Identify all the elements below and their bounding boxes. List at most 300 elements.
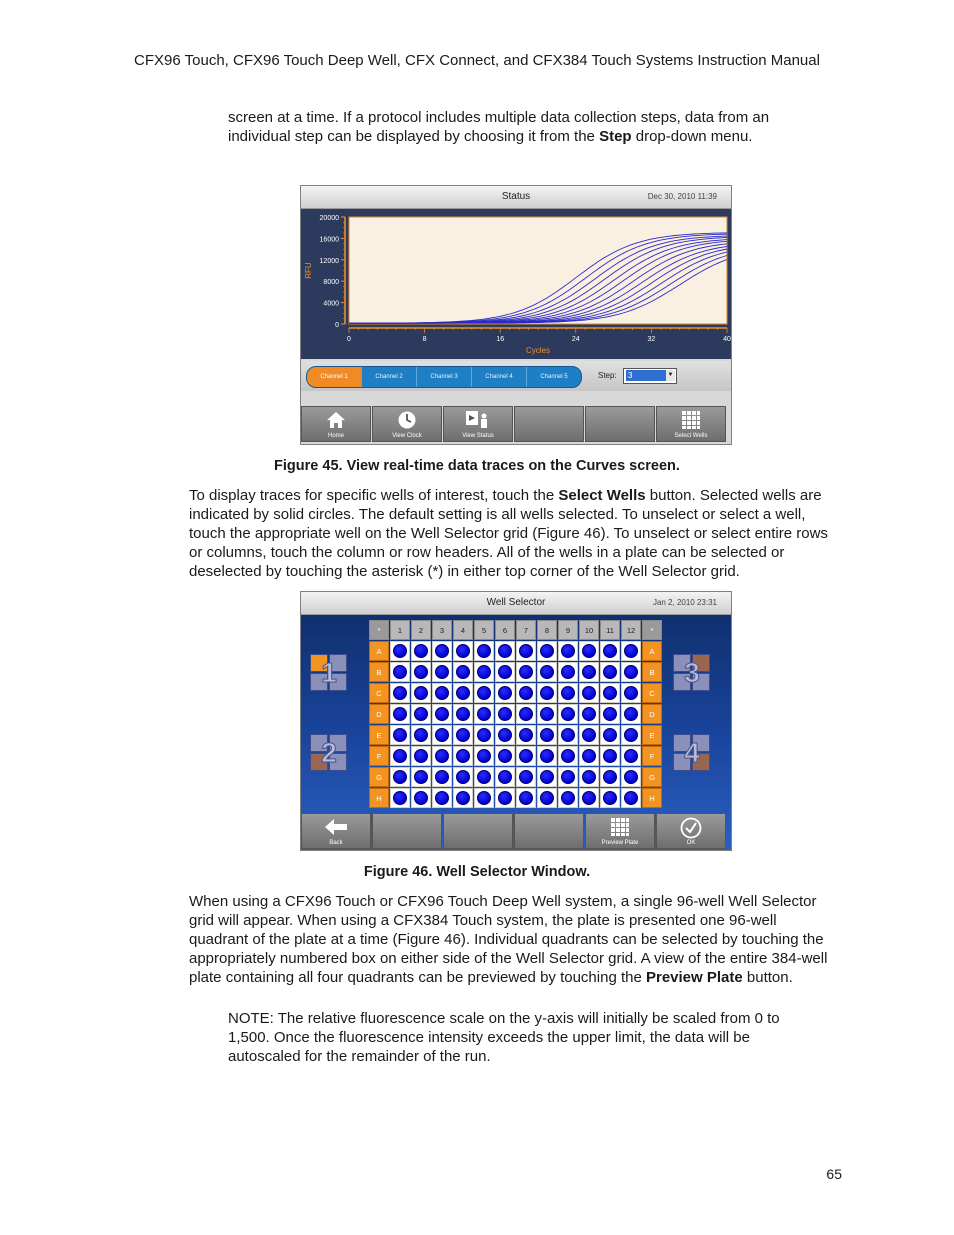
quadrant-paragraph: When using a CFX96 Touch or CFX96 Touch Deep Well system, a single 96-well Well Selector grid will appear. When using a CFX384 Touch system, the plate is presented one 96-well quadrant of the plate at a time (Figure 46). Individual quadrants can be selected by touching the appropriately numbered box on either side of the Well Selector grid. A view of the entire 384-well plate containing all four quadrants can be previewed by touching the Preview Plate button. [189, 893, 828, 986]
ok-button[interactable]: OK [656, 813, 726, 849]
selected-well-marker [519, 686, 533, 700]
view-status-button[interactable]: View Status [443, 406, 513, 442]
selected-well-marker [456, 791, 470, 805]
selected-well-marker [603, 644, 617, 658]
selected-well-marker [561, 686, 575, 700]
note-paragraph: NOTE: The relative fluorescence scale on the y-axis will initially be scaled from 0 to 1,500. Once the fluorescence intensity exceeds the upper limit, the data will be autoscaled for the remainder of the run. [228, 1010, 780, 1065]
selected-well-marker [603, 665, 617, 679]
row-header-H-right[interactable]: H [642, 788, 662, 808]
selected-well-marker [519, 791, 533, 805]
selected-well-marker [582, 749, 596, 763]
selected-well-marker [561, 707, 575, 721]
row-header-A-left[interactable]: A [369, 641, 389, 661]
quadrant-4-button[interactable] [673, 734, 711, 772]
selected-well-marker [582, 644, 596, 658]
well-B7[interactable] [516, 662, 536, 682]
selected-well-marker [414, 644, 428, 658]
tab-channel-3[interactable]: Channel 3 [417, 367, 472, 387]
well-B6[interactable] [495, 662, 515, 682]
selected-well-marker [498, 791, 512, 805]
well-selector-title-bar [301, 592, 731, 615]
selected-well-marker [477, 749, 491, 763]
y-tick-label: 0 [335, 322, 339, 329]
selected-well-marker [414, 770, 428, 784]
selected-well-marker [624, 644, 638, 658]
quadrant-1-button[interactable] [310, 654, 348, 692]
selected-well-marker [603, 770, 617, 784]
status-datetime: Dec 30, 2010 11:39 [647, 192, 717, 201]
well-B4[interactable] [453, 662, 473, 682]
tab-channel-2[interactable]: Channel 2 [362, 367, 417, 387]
well-D12[interactable] [621, 704, 641, 724]
figure-46-caption: Figure 46. Well Selector Window. [363, 864, 591, 880]
selected-well-marker [393, 644, 407, 658]
page-number: 65 [826, 1166, 842, 1182]
row-header-C-left[interactable]: C [369, 683, 389, 703]
selected-well-marker [435, 665, 449, 679]
column-header-12[interactable]: 12 [621, 620, 641, 640]
channel-tabs [306, 366, 582, 388]
well-row-B [369, 662, 665, 682]
selected-well-marker [498, 686, 512, 700]
well-A12[interactable] [621, 641, 641, 661]
quadrant-4-label: 4 [684, 737, 700, 768]
channel-bar [301, 361, 731, 391]
selected-well-marker [519, 707, 533, 721]
selected-well-marker [519, 728, 533, 742]
well-D11[interactable] [600, 704, 620, 724]
well-F1[interactable] [390, 746, 410, 766]
well-G5[interactable] [474, 767, 494, 787]
y-tick-label: 8000 [323, 279, 339, 287]
selected-well-marker [624, 728, 638, 742]
column-header-6[interactable]: 6 [495, 620, 515, 640]
well-A11[interactable] [600, 641, 620, 661]
selected-well-marker [603, 749, 617, 763]
well-F12[interactable] [621, 746, 641, 766]
y-tick-label: 12000 [319, 257, 339, 265]
selected-well-marker [477, 644, 491, 658]
selected-well-marker [393, 707, 407, 721]
well-D3[interactable] [432, 704, 452, 724]
selected-well-marker [624, 686, 638, 700]
selected-well-marker [456, 644, 470, 658]
well-B3[interactable] [432, 662, 452, 682]
row-header-D-left[interactable]: D [369, 704, 389, 724]
well-C1[interactable] [390, 683, 410, 703]
well-D4[interactable] [453, 704, 473, 724]
selected-well-marker [561, 728, 575, 742]
selected-well-marker [498, 728, 512, 742]
well-H9[interactable] [558, 788, 578, 808]
selected-well-marker [624, 665, 638, 679]
quadrant-1-label: 1 [321, 657, 337, 688]
well-A3[interactable] [432, 641, 452, 661]
well-B9[interactable] [558, 662, 578, 682]
well-C4[interactable] [453, 683, 473, 703]
row-header-E-right[interactable]: E [642, 725, 662, 745]
chevron-down-icon: ▼ [666, 370, 675, 381]
tab-channel-1[interactable]: Channel 1 [307, 367, 362, 387]
selected-well-marker [435, 707, 449, 721]
preview-plate-button[interactable]: Preview Plate [585, 813, 655, 849]
selected-well-marker [477, 707, 491, 721]
well-F3[interactable] [432, 746, 452, 766]
well-grid-icon [681, 410, 701, 430]
tab-channel-5[interactable]: Channel 5 [540, 374, 568, 380]
well-B12[interactable] [621, 662, 641, 682]
well-selector-grid [369, 620, 665, 809]
selected-well-marker [540, 686, 554, 700]
selected-well-marker [456, 707, 470, 721]
well-D1[interactable] [390, 704, 410, 724]
selected-well-marker [624, 707, 638, 721]
status-title-bar [301, 186, 731, 209]
selected-well-marker [456, 749, 470, 763]
well-G2[interactable] [411, 767, 431, 787]
home-button[interactable]: Home [301, 406, 371, 442]
well-B10[interactable] [579, 662, 599, 682]
well-C11[interactable] [600, 683, 620, 703]
well-D6[interactable] [495, 704, 515, 724]
selected-well-marker [624, 770, 638, 784]
selected-well-marker [540, 728, 554, 742]
selected-well-marker [435, 686, 449, 700]
well-F6[interactable] [495, 746, 515, 766]
column-header-4[interactable]: 4 [453, 620, 473, 640]
selected-well-marker [435, 791, 449, 805]
column-header-3[interactable]: 3 [432, 620, 452, 640]
well-G10[interactable] [579, 767, 599, 787]
column-header-5[interactable]: 5 [474, 620, 494, 640]
well-H8[interactable] [537, 788, 557, 808]
empty-button-5[interactable] [514, 813, 584, 849]
y-tick-label: 20000 [319, 215, 339, 222]
well-H3[interactable] [432, 788, 452, 808]
selected-well-marker [582, 707, 596, 721]
well-B8[interactable] [537, 662, 557, 682]
selected-well-marker [414, 686, 428, 700]
well-G9[interactable] [558, 767, 578, 787]
well-E1[interactable] [390, 725, 410, 745]
selected-well-marker [540, 749, 554, 763]
row-header-F-right[interactable]: F [642, 746, 662, 766]
empty-button-2[interactable] [585, 406, 655, 442]
selected-well-marker [582, 728, 596, 742]
x-tick-label: 8 [422, 336, 427, 343]
column-header-11[interactable]: 11 [600, 620, 620, 640]
status-icon [465, 410, 491, 430]
well-selector-toolbar [301, 813, 727, 849]
well-D8[interactable] [537, 704, 557, 724]
row-header-G-right[interactable]: G [642, 767, 662, 787]
well-E8[interactable] [537, 725, 557, 745]
well-G11[interactable] [600, 767, 620, 787]
selected-well-marker [582, 665, 596, 679]
well-F4[interactable] [453, 746, 473, 766]
well-C3[interactable] [432, 683, 452, 703]
selected-well-marker [582, 791, 596, 805]
row-header-A-right[interactable]: A [642, 641, 662, 661]
selected-well-marker [456, 770, 470, 784]
well-G1[interactable] [390, 767, 410, 787]
selected-well-marker [519, 749, 533, 763]
well-F9[interactable] [558, 746, 578, 766]
well-C8[interactable] [537, 683, 557, 703]
well-C9[interactable] [558, 683, 578, 703]
row-header-G-left[interactable]: G [369, 767, 389, 787]
selected-well-marker [540, 791, 554, 805]
selected-well-marker [498, 644, 512, 658]
selected-well-marker [414, 707, 428, 721]
well-E9[interactable] [558, 725, 578, 745]
row-header-B-left[interactable]: B [369, 662, 389, 682]
selected-well-marker [540, 707, 554, 721]
quadrant-2-button[interactable] [310, 734, 348, 772]
empty-button-3[interactable] [372, 813, 442, 849]
select-wells-paragraph: To display traces for specific wells of interest, touch the Select Wells button. Selected wells are indicated by solid circles. The default setting is all wells selected. To unselect or select a well, touch the appropriate well on the Well Selector grid (Figure 46). To unselect or select entire rows or columns, touch the column or row headers. All of the wells in a plate can be selected or deselected by touching the asterisk (*) in either top corner of the Well Selector grid. [189, 487, 828, 580]
column-header-10[interactable]: 10 [579, 620, 599, 640]
selected-well-marker [393, 791, 407, 805]
selected-well-marker [477, 770, 491, 784]
selected-well-marker [456, 728, 470, 742]
column-header-8[interactable]: 8 [537, 620, 557, 640]
home-icon [326, 410, 346, 430]
well-B5[interactable] [474, 662, 494, 682]
well-C10[interactable] [579, 683, 599, 703]
x-axis-title: Cycles [525, 346, 551, 355]
status-title: Status [501, 191, 531, 202]
bottom-toolbar [301, 406, 727, 442]
selected-well-marker [393, 665, 407, 679]
well-D9[interactable] [558, 704, 578, 724]
selected-well-marker [498, 707, 512, 721]
empty-button-4[interactable] [443, 813, 513, 849]
selected-well-marker [540, 644, 554, 658]
well-E7[interactable] [516, 725, 536, 745]
selected-well-marker [624, 791, 638, 805]
well-B1[interactable] [390, 662, 410, 682]
well-H7[interactable] [516, 788, 536, 808]
well-row-C [369, 683, 665, 703]
well-G7[interactable] [516, 767, 536, 787]
step-label: Step: [598, 371, 617, 380]
selected-well-marker [561, 770, 575, 784]
select-all-corner-left[interactable]: * [369, 620, 389, 640]
selected-well-marker [414, 728, 428, 742]
selected-well-marker [393, 770, 407, 784]
well-H12[interactable] [621, 788, 641, 808]
step-dropdown[interactable] [623, 368, 677, 384]
column-header-1[interactable]: 1 [390, 620, 410, 640]
selected-well-marker [435, 770, 449, 784]
well-E6[interactable] [495, 725, 515, 745]
well-row-D [369, 704, 665, 724]
well-H5[interactable] [474, 788, 494, 808]
selected-well-marker [477, 686, 491, 700]
select-all-corner-right[interactable]: * [642, 620, 662, 640]
view-clock-button[interactable]: View Clock [372, 406, 442, 442]
well-E4[interactable] [453, 725, 473, 745]
selected-well-marker [477, 791, 491, 805]
selected-well-marker [519, 665, 533, 679]
well-G4[interactable] [453, 767, 473, 787]
well-A1[interactable] [390, 641, 410, 661]
well-G8[interactable] [537, 767, 557, 787]
selected-well-marker [477, 728, 491, 742]
well-E5[interactable] [474, 725, 494, 745]
well-G6[interactable] [495, 767, 515, 787]
selected-well-marker [393, 686, 407, 700]
selected-well-marker [603, 707, 617, 721]
selected-well-marker [477, 665, 491, 679]
selected-well-marker [456, 686, 470, 700]
back-button[interactable]: Back [301, 813, 371, 849]
well-A2[interactable] [411, 641, 431, 661]
curves-screen-screenshot [300, 185, 732, 445]
amplification-chart [301, 209, 731, 359]
row-header-B-right[interactable]: B [642, 662, 662, 682]
well-A9[interactable] [558, 641, 578, 661]
well-A4[interactable] [453, 641, 473, 661]
y-axis-title: RFU [304, 262, 313, 279]
row-header-D-right[interactable]: D [642, 704, 662, 724]
selected-well-marker [540, 770, 554, 784]
well-F7[interactable] [516, 746, 536, 766]
y-tick-label: 4000 [323, 300, 339, 308]
selected-well-marker [435, 728, 449, 742]
well-C2[interactable] [411, 683, 431, 703]
x-tick-label: 40 [723, 336, 731, 343]
selected-well-marker [540, 665, 554, 679]
selected-well-marker [603, 791, 617, 805]
well-D2[interactable] [411, 704, 431, 724]
back-arrow-icon [324, 817, 348, 837]
selected-well-marker [498, 770, 512, 784]
well-F10[interactable] [579, 746, 599, 766]
well-D10[interactable] [579, 704, 599, 724]
column-header-2[interactable]: 2 [411, 620, 431, 640]
checkmark-icon [680, 817, 702, 839]
selected-well-marker [582, 686, 596, 700]
column-header-7[interactable]: 7 [516, 620, 536, 640]
well-C6[interactable] [495, 683, 515, 703]
selected-well-marker [414, 665, 428, 679]
well-C5[interactable] [474, 683, 494, 703]
x-tick-label: 0 [347, 336, 351, 343]
selected-well-marker [519, 770, 533, 784]
plate-grid-icon [610, 817, 630, 837]
clock-icon [397, 410, 417, 430]
well-A5[interactable] [474, 641, 494, 661]
well-E12[interactable] [621, 725, 641, 745]
well-C12[interactable] [621, 683, 641, 703]
selected-well-marker [519, 644, 533, 658]
x-tick-label: 24 [571, 336, 580, 343]
row-header-C-right[interactable]: C [642, 683, 662, 703]
well-E11[interactable] [600, 725, 620, 745]
row-header-E-left[interactable]: E [369, 725, 389, 745]
well-F11[interactable] [600, 746, 620, 766]
select-wells-button[interactable]: Select Wells [656, 406, 726, 442]
well-row-H [369, 788, 665, 808]
well-selector-screenshot [300, 591, 732, 851]
well-F5[interactable] [474, 746, 494, 766]
well-A6[interactable] [495, 641, 515, 661]
selected-well-marker [603, 728, 617, 742]
selected-well-marker [498, 749, 512, 763]
well-A8[interactable] [537, 641, 557, 661]
empty-button-1[interactable] [514, 406, 584, 442]
well-selector-title: Well Selector [486, 597, 546, 608]
selected-well-marker [456, 665, 470, 679]
selected-well-marker [561, 749, 575, 763]
well-row-F [369, 746, 665, 766]
quadrant-2-label: 2 [321, 737, 337, 768]
chart-panel [301, 209, 731, 359]
selected-well-marker [624, 749, 638, 763]
row-header-F-left[interactable]: F [369, 746, 389, 766]
x-tick-label: 16 [496, 336, 505, 343]
row-header-H-left[interactable]: H [369, 788, 389, 808]
well-F2[interactable] [411, 746, 431, 766]
well-H1[interactable] [390, 788, 410, 808]
well-G12[interactable] [621, 767, 641, 787]
well-row-G [369, 767, 665, 787]
well-E2[interactable] [411, 725, 431, 745]
well-B11[interactable] [600, 662, 620, 682]
column-header-row [369, 620, 665, 640]
selected-well-marker [498, 665, 512, 679]
running-header: CFX96 Touch, CFX96 Touch Deep Well, CFX Connect, and CFX384 Touch Systems Instruction Manual [134, 52, 820, 69]
well-H10[interactable] [579, 788, 599, 808]
well-H2[interactable] [411, 788, 431, 808]
well-E3[interactable] [432, 725, 452, 745]
x-tick-label: 32 [647, 336, 656, 343]
tab-channel-4[interactable]: Channel 4 [472, 367, 527, 387]
well-E10[interactable] [579, 725, 599, 745]
step-value: 3 [626, 370, 666, 381]
selected-well-marker [393, 749, 407, 763]
well-selector-datetime: Jan 2, 2010 23:31 [652, 598, 717, 607]
well-A10[interactable] [579, 641, 599, 661]
well-B2[interactable] [411, 662, 431, 682]
selected-well-marker [414, 749, 428, 763]
selected-well-marker [561, 665, 575, 679]
well-A7[interactable] [516, 641, 536, 661]
well-row-A [369, 641, 665, 661]
selected-well-marker [435, 644, 449, 658]
selected-well-marker [414, 791, 428, 805]
selected-well-marker [393, 728, 407, 742]
selected-well-marker [435, 749, 449, 763]
column-header-9[interactable]: 9 [558, 620, 578, 640]
well-F8[interactable] [537, 746, 557, 766]
well-D7[interactable] [516, 704, 536, 724]
y-tick-label: 16000 [319, 236, 339, 244]
well-C7[interactable] [516, 683, 536, 703]
well-H11[interactable] [600, 788, 620, 808]
selected-well-marker [582, 770, 596, 784]
selected-well-marker [561, 791, 575, 805]
well-H6[interactable] [495, 788, 515, 808]
well-D5[interactable] [474, 704, 494, 724]
figure-45-caption: Figure 45. View real-time data traces on the Curves screen. [274, 458, 680, 474]
well-H4[interactable] [453, 788, 473, 808]
selected-well-marker [561, 644, 575, 658]
well-G3[interactable] [432, 767, 452, 787]
quadrant-3-button[interactable] [673, 654, 711, 692]
